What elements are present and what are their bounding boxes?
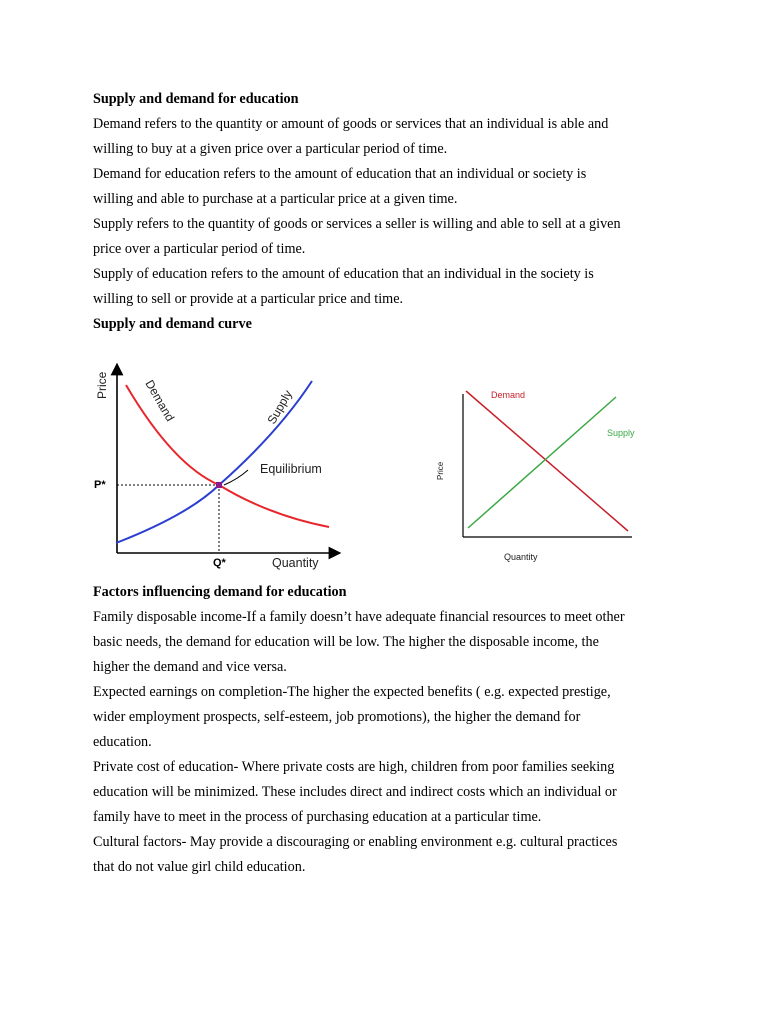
intro-line: price over a particular period of time. bbox=[93, 241, 306, 257]
y-axis-label: Price bbox=[436, 461, 445, 480]
supply-line bbox=[468, 397, 616, 528]
right-supply-demand-diagram bbox=[430, 380, 640, 570]
factors-section bbox=[93, 580, 693, 880]
heading-curve: Supply and demand curve bbox=[93, 316, 252, 332]
x-axis-label: Quantity bbox=[272, 556, 319, 570]
demand-label: Demand bbox=[491, 390, 526, 400]
y-axis-label: Price bbox=[95, 371, 109, 399]
intro-line: Demand refers to the quantity or amount of goods or services that an individual is able and bbox=[93, 116, 609, 132]
x-axis-label: Quantity bbox=[504, 552, 538, 562]
supply-label: Supply bbox=[264, 387, 295, 427]
heading-supply-demand: Supply and demand for education bbox=[93, 91, 299, 107]
factor-line: Private cost of education- Where private costs are high, children from poor families seeking bbox=[93, 759, 615, 775]
intro-line: willing to sell or provide at a particular price and time. bbox=[93, 291, 404, 307]
factor-line: Expected earnings on completion-The higher the expected benefits ( e.g. expected prestige, bbox=[93, 684, 611, 700]
factor-line: education will be minimized. These includes direct and indirect costs which an individual or bbox=[93, 784, 617, 800]
demand-label: Demand bbox=[142, 377, 178, 424]
heading-factors: Factors influencing demand for education bbox=[93, 584, 347, 600]
intro-line: willing and able to purchase at a particular price at a given time. bbox=[93, 191, 458, 207]
factor-line: Family disposable income-If a family doesn’t have adequate financial resources to meet other bbox=[93, 609, 625, 625]
p-star-label: P* bbox=[94, 479, 106, 491]
demand-line bbox=[466, 391, 628, 531]
factor-line: family have to meet in the process of purchasing education at a particular time. bbox=[93, 809, 542, 825]
factor-line: basic needs, the demand for education will be low. The higher the disposable income, the bbox=[93, 634, 599, 650]
intro-line: willing to buy at a given price over a particular period of time. bbox=[93, 141, 448, 157]
equilibrium-point bbox=[216, 482, 222, 488]
factor-line: higher the demand and vice versa. bbox=[93, 659, 287, 675]
intro-line: Demand for education refers to the amount of education that an individual or society is bbox=[93, 166, 587, 182]
factor-line: that do not value girl child education. bbox=[93, 859, 306, 875]
factor-line: education. bbox=[93, 734, 152, 750]
q-star-label: Q* bbox=[213, 557, 226, 569]
left-supply-demand-diagram bbox=[88, 355, 350, 575]
intro-line: Supply of education refers to the amount of education that an individual in the society is bbox=[93, 266, 594, 282]
factor-line: wider employment prospects, self-esteem, job promotions), the higher the demand for bbox=[93, 709, 581, 725]
equilibrium-label: Equilibrium bbox=[260, 462, 322, 476]
intro-section bbox=[93, 87, 693, 337]
intro-line: Supply refers to the quantity of goods or services a seller is willing and able to sell at a given bbox=[93, 216, 621, 232]
supply-label: Supply bbox=[607, 428, 635, 438]
factor-line: Cultural factors- May provide a discouraging or enabling environment e.g. cultural practices bbox=[93, 834, 618, 850]
